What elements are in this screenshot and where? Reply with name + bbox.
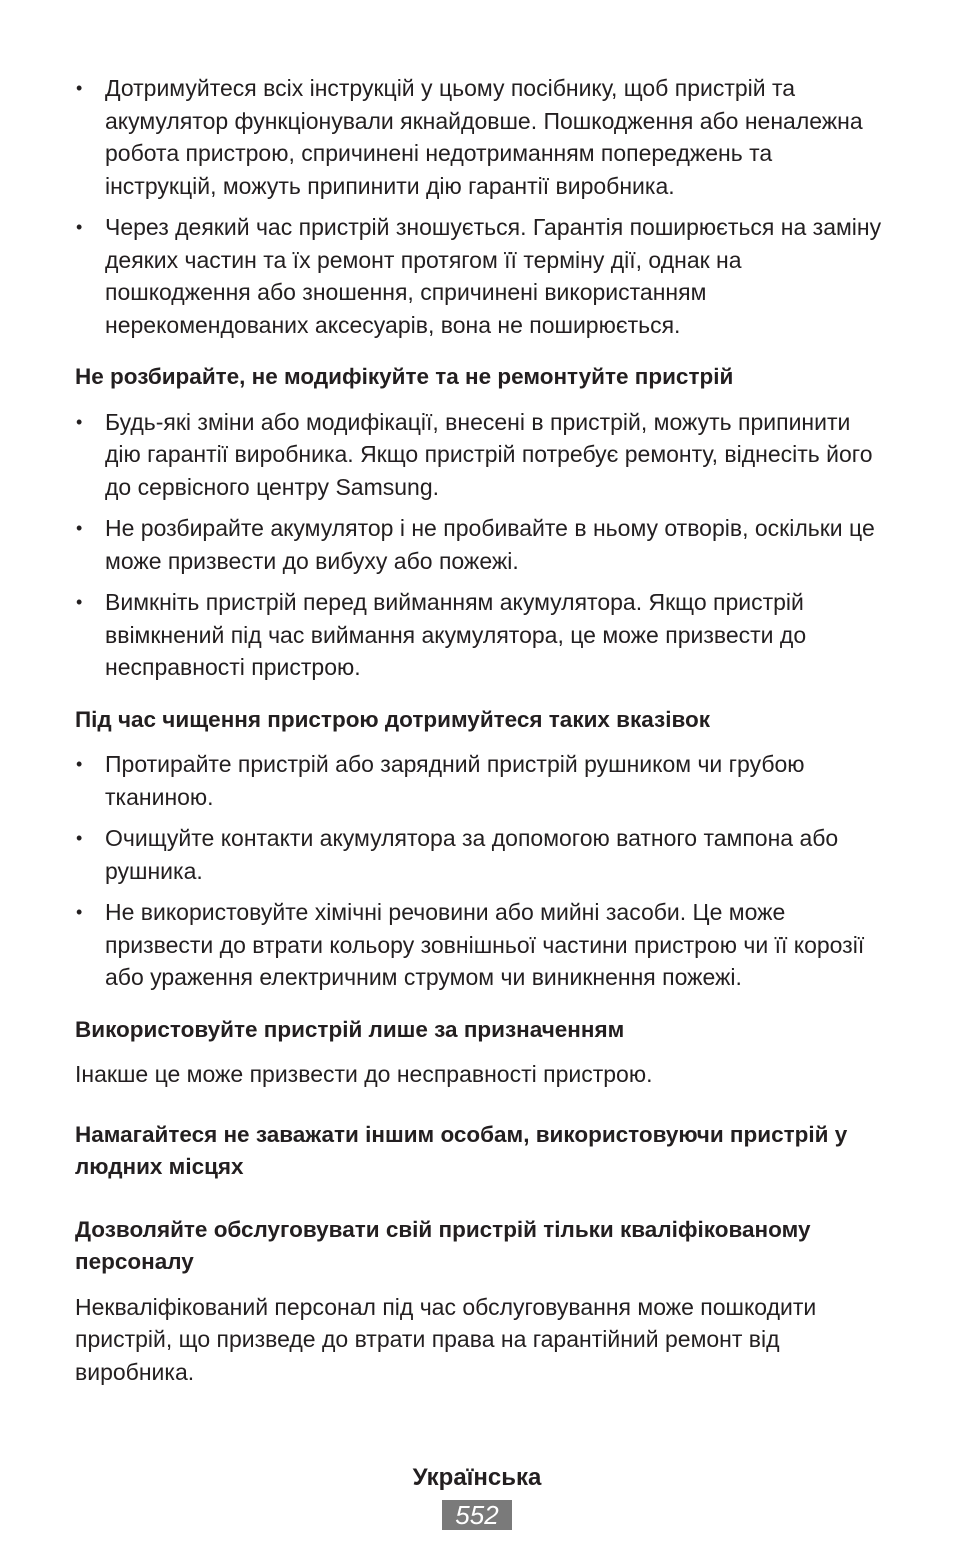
section-heading-intended-use: Використовуйте пристрій лише за призначенням <box>75 1016 625 1042</box>
bullet-list-intro <box>75 72 885 341</box>
bullet-list-cleaning <box>75 748 885 994</box>
section-heading-qualified-service: Дозволяйте обслуговувати свій пристрій тільки кваліфікованому персоналу <box>75 1216 811 1274</box>
section-paragraph-qualified-service: Некваліфікований персонал під час обслуговування може пошкодити пристрій, що призведе до втрати права на гарантійний ремонт від виробника. <box>75 1293 817 1385</box>
list-item: • Будь-які зміни або модифікації, внесені в пристрій, можуть припинити дію гарантії виробника. Якщо пристрій потребує ремонту, віднесіть його до сервісного центру Samsung. <box>75 406 885 504</box>
footer-language: Українська <box>412 1464 542 1491</box>
page-number-badge: 552 <box>442 1500 512 1530</box>
section-paragraph-intended-use: Інакше це може призвести до несправності пристрою. <box>75 1061 653 1087</box>
list-item: • Не використовуйте хімічні речовини або мийні засоби. Це може призвести до втрати кольору зовнішньої частини пристрою чи її корозії або ураження електричним струмом чи виникнення пожежі. <box>75 896 885 994</box>
section-heading-public-places: Намагайтеся не заважати іншим особам, використовуючи пристрій у людних місцях <box>75 1121 848 1179</box>
list-item: • Очищуйте контакти акумулятора за допомогою ватного тампона або рушника. <box>75 822 885 887</box>
bullet-list-disassembly <box>75 406 885 684</box>
list-item: • Протирайте пристрій або зарядний пристрій рушником чи грубою тканиною. <box>75 748 885 813</box>
list-item: • Вимкніть пристрій перед вийманням акумулятора. Якщо пристрій ввімкнений під час виймання акумулятора, це може призвести до несправності пристрою. <box>75 586 885 684</box>
list-item: • Не розбирайте акумулятор і не пробивайте в ньому отворів, оскільки це може призвести до вибуху або пожежі. <box>75 512 885 577</box>
section-heading-cleaning: Під час чищення пристрою дотримуйтеся таких вказівок <box>75 706 711 732</box>
list-item: • Через деякий час пристрій зношується. Гарантія поширюється на заміну деяких частин та їх ремонт протягом її терміну дії, однак на пошкодження або зношення, спричинені використанням нерекомендованих аксесуарів, вона не поширюється. <box>75 211 885 341</box>
section-heading-disassembly: Не розбирайте, не модифікуйте та не ремонтуйте пристрій <box>75 364 734 389</box>
page-footer <box>0 1462 954 1530</box>
list-item: • Дотримуйтеся всіх інструкцій у цьому посібнику, щоб пристрій та акумулятор функціонували якнайдовше. Пошкодження або неналежна робота пристрою, спричинені недотриманням попереджень та інструкцій, можуть припинити дію гарантії виробника. <box>75 72 885 202</box>
page-body <box>75 72 885 1388</box>
